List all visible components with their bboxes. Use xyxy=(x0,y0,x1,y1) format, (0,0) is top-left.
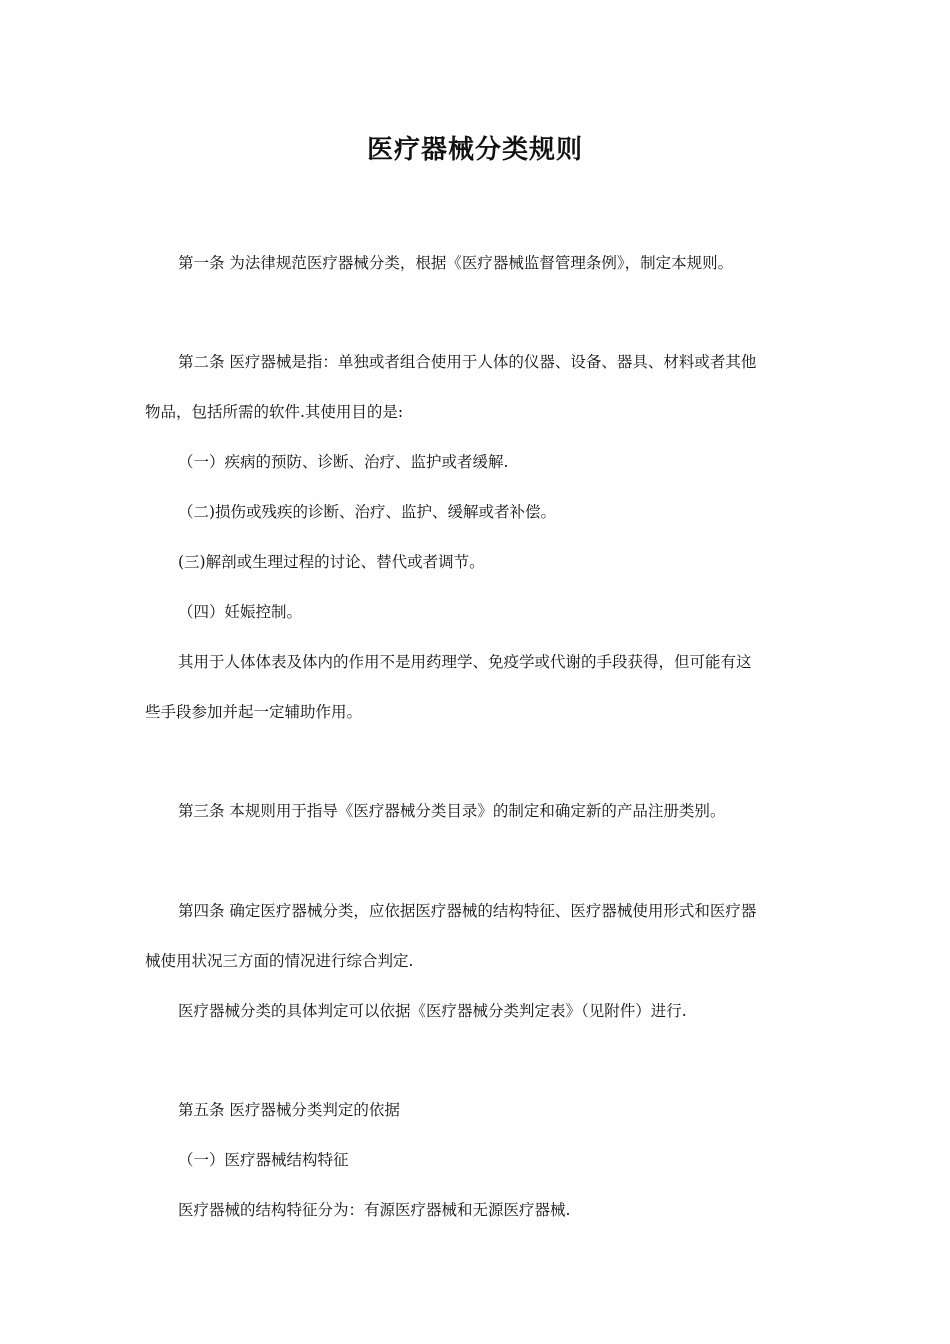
article-2-note-cont: 些手段参加并起一定辅助作用。 xyxy=(145,703,363,721)
article-4-text-cont: 械使用状况三方面的情况进行综合判定. xyxy=(145,952,414,970)
article-2-note: 其用于人体体表及体内的作用不是用药理学、免疫学或代谢的手段获得，但可能有这 xyxy=(178,653,752,671)
article-5-item-1-text: 医疗器械的结构特征分为：有源医疗器械和无源医疗器械. xyxy=(178,1201,571,1219)
article-2-text: 第二条 医疗器械是指：单独或者组合使用于人体的仪器、设备、器具、材料或者其他 xyxy=(178,353,757,371)
article-4-note: 医疗器械分类的具体判定可以依据《医疗器械分类判定表》（见附件）进行. xyxy=(178,1002,687,1020)
article-5-heading: 第五条 医疗器械分类判定的依据 xyxy=(178,1101,400,1119)
article-2-item-4: （四）妊娠控制。 xyxy=(178,603,303,621)
article-3-text: 第三条 本规则用于指导《医疗器械分类目录》的制定和确定新的产品注册类别。 xyxy=(178,802,726,820)
article-2-item-2: （二)损伤或残疾的诊断、治疗、监护、缓解或者补偿。 xyxy=(178,503,557,521)
article-1-text: 第一条 为法律规范医疗器械分类，根据《医疗器械监督管理条例》，制定本规则。 xyxy=(178,254,734,272)
article-2-item-3: (三)解剖或生理过程的讨论、替代或者调节。 xyxy=(178,553,485,571)
document-title: 医疗器械分类规则 xyxy=(366,135,583,165)
article-4-text: 第四条 确定医疗器械分类，应依据医疗器械的结构特征、医疗器械使用形式和医疗器 xyxy=(178,902,757,920)
article-5-item-1: （一）医疗器械结构特征 xyxy=(178,1151,349,1169)
article-2-text-cont: 物品，包括所需的软件.其使用目的是: xyxy=(145,403,404,421)
article-2-item-1: （一）疾病的预防、诊断、治疗、监护或者缓解. xyxy=(178,453,509,471)
